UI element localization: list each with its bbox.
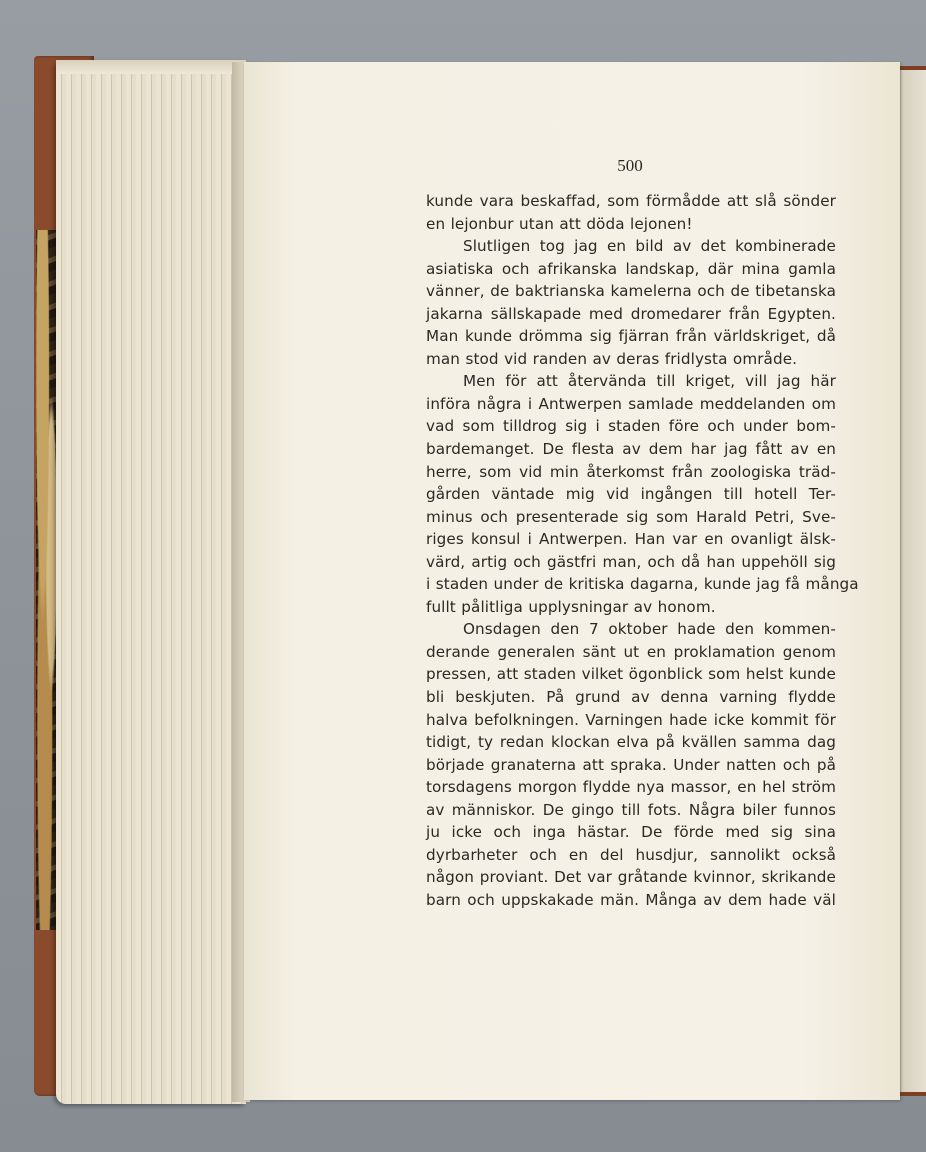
text-line: riges konsul i Antwerpen. Han var en ovanligt älsk-	[426, 530, 836, 549]
text-line: började granaterna att spraka. Under natten och på	[426, 755, 836, 774]
next-page-edge	[900, 70, 926, 1092]
text-line: tidigt, ty redan klockan elva på kvällen samma dag	[426, 733, 836, 752]
text-line: derande generalen sänt ut en proklamation genom	[426, 642, 836, 661]
text-line: gården väntade mig vid ingången till hotell Ter-	[426, 485, 836, 504]
text-line: bardemanget. De flesta av dem har jag fått av en	[426, 440, 836, 459]
text-line: en lejonbur utan att döda lejonen!	[426, 214, 693, 233]
text-line: torsdagens morgon flydde nya massor, en hel ström	[426, 778, 836, 797]
page-stack	[56, 60, 246, 1104]
text-line: vad som tilldrog sig i staden före och under bom-	[426, 417, 836, 436]
text-line: av människor. De gingo till fots. Några biler funnos	[426, 800, 836, 819]
text-line: införa några i Antwerpen samlade meddelanden om	[426, 394, 836, 413]
text-line: Onsdagen den 7 oktober hade den kommen-	[463, 620, 836, 639]
text-line: herre, som vid min återkomst från zoologiska träd-	[426, 462, 836, 481]
marbled-endpaper	[36, 230, 58, 930]
text-line: jakarna sällskapade med dromedarer från Egypten.	[426, 304, 836, 323]
text-line: Men för att återvända till kriget, vill jag här	[463, 372, 836, 391]
text-line: dyrbarheter och en del husdjur, sannolikt också	[426, 845, 836, 864]
text-line: i staden under de kritiska dagarna, kunde jag få många	[426, 575, 859, 594]
text-line: vänner, de baktrianska kamelerna och de tibetanska	[426, 282, 836, 301]
text-line: Man kunde drömma sig fjärran från världskriget, då	[426, 327, 836, 346]
text-line: bli beskjuten. På grund av denna varning flydde	[426, 688, 836, 707]
text-line: någon proviant. Det var gråtande kvinnor, skrikande	[426, 868, 836, 887]
page-text-block	[426, 190, 859, 912]
text-line: Slutligen tog jag en bild av det kombinerade	[463, 237, 836, 256]
text-line: barn och uppskakade män. Många av dem hade väl	[426, 890, 836, 909]
text-line: värd, artig och gästfri man, och då han uppehöll sig	[426, 552, 836, 571]
page-stack-top-edge	[56, 60, 246, 74]
text-line: minus och presenterade sig som Harald Petri, Sve-	[426, 507, 836, 526]
text-line: ju icke och inga hästar. De förde med sig sina	[426, 823, 836, 842]
text-line: kunde vara beskaffad, som förmådde att slå sönder	[426, 192, 836, 210]
text-line: pressen, att staden vilket ögonblick som helst kunde	[426, 665, 836, 684]
text-line: man stod vid randen av deras fridlysta område.	[426, 349, 798, 368]
text-line: halva befolkningen. Varningen hade icke kommit för	[426, 710, 836, 729]
text-line: asiatiska och afrikanska landskap, där mina gamla	[426, 259, 836, 278]
text-line: fullt pålitliga upplysningar av honom.	[426, 597, 716, 616]
page-number: 500	[617, 156, 643, 175]
